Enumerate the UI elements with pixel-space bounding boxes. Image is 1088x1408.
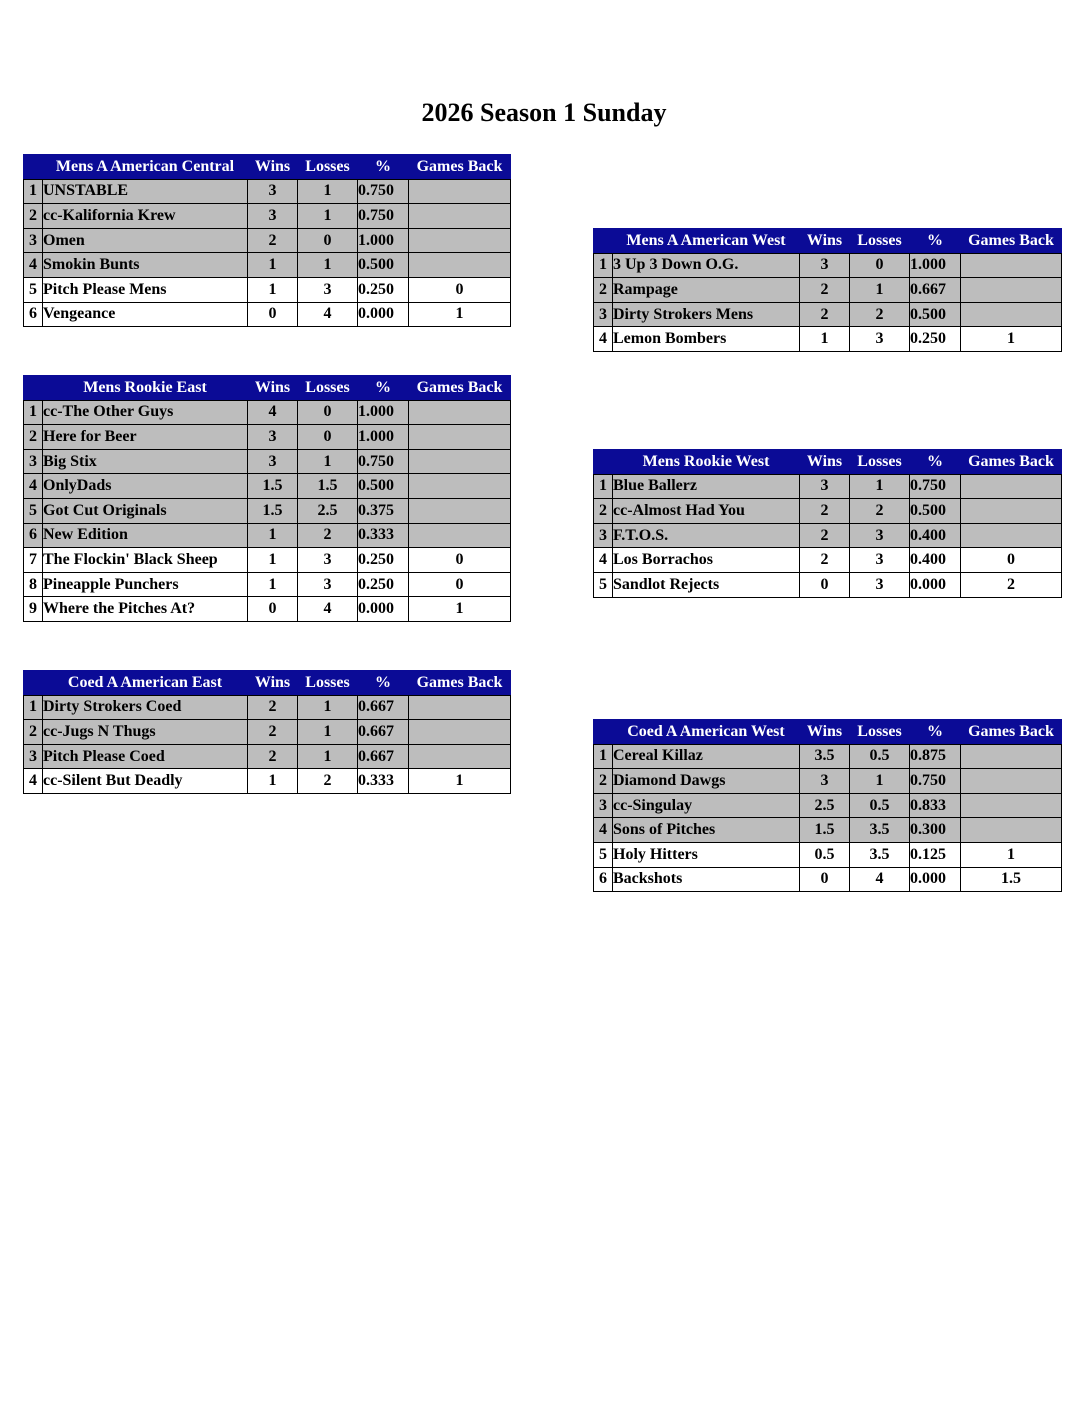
games-back-cell <box>409 498 511 523</box>
rank-cell: 1 <box>594 744 613 769</box>
wins-cell: 2 <box>248 228 298 253</box>
pct-cell: 0.250 <box>358 277 409 302</box>
pct-cell: 0.750 <box>358 449 409 474</box>
games-back-header: Games Back <box>409 376 511 401</box>
wins-cell: 1 <box>248 277 298 302</box>
games-back-cell <box>961 769 1062 794</box>
games-back-cell: 2 <box>961 572 1062 597</box>
pct-cell: 0.750 <box>358 179 409 204</box>
team-name: Holy Hitters <box>613 842 800 867</box>
pct-cell: 0.500 <box>358 474 409 499</box>
rank-cell: 2 <box>594 278 613 303</box>
wins-cell: 2 <box>800 523 850 548</box>
wins-cell: 0.5 <box>800 842 850 867</box>
losses-cell: 0 <box>850 253 910 278</box>
team-name: F.T.O.S. <box>613 523 800 548</box>
team-row <box>24 253 511 278</box>
team-name: Rampage <box>613 278 800 303</box>
wins-cell: 3 <box>800 769 850 794</box>
pct-cell: 0.833 <box>910 793 961 818</box>
wins-cell: 1 <box>248 523 298 548</box>
team-row <box>24 720 511 745</box>
team-name: Sandlot Rejects <box>613 572 800 597</box>
losses-cell: 1.5 <box>298 474 358 499</box>
losses-header: Losses <box>298 671 358 696</box>
wins-cell: 1.5 <box>248 498 298 523</box>
wins-cell: 2 <box>248 695 298 720</box>
team-name: Diamond Dawgs <box>613 769 800 794</box>
games-back-cell <box>409 204 511 229</box>
wins-cell: 0 <box>800 572 850 597</box>
losses-cell: 3.5 <box>850 818 910 843</box>
page-title: 2026 Season 1 Sunday <box>421 98 667 127</box>
wins-cell: 0 <box>800 867 850 892</box>
team-name: Vengeance <box>43 302 248 327</box>
losses-cell: 2 <box>298 523 358 548</box>
losses-cell: 4 <box>850 867 910 892</box>
team-row <box>24 523 511 548</box>
losses-cell: 3 <box>850 548 910 573</box>
games-back-cell: 0 <box>409 277 511 302</box>
team-name: Los Borrachos <box>613 548 800 573</box>
rank-cell: 4 <box>594 327 613 352</box>
losses-cell: 3.5 <box>850 842 910 867</box>
games-back-cell <box>409 449 511 474</box>
header-row <box>594 229 1062 254</box>
wins-cell: 0 <box>248 302 298 327</box>
division-name: Coed A American East <box>43 671 248 696</box>
pct-cell: 0.400 <box>910 548 961 573</box>
rank-cell: 5 <box>24 498 43 523</box>
team-name: The Flockin' Black Sheep <box>43 548 248 573</box>
losses-cell: 1 <box>850 474 910 499</box>
games-back-header: Games Back <box>409 155 511 180</box>
losses-cell: 2.5 <box>298 498 358 523</box>
pct-cell: 1.000 <box>910 253 961 278</box>
games-back-cell: 1 <box>409 597 511 622</box>
team-row <box>594 474 1062 499</box>
team-name: Big Stix <box>43 449 248 474</box>
standings-table-coed-a-american-west <box>593 719 1062 892</box>
pct-cell: 0.125 <box>910 842 961 867</box>
wins-cell: 2 <box>800 548 850 573</box>
losses-cell: 4 <box>298 597 358 622</box>
pct-cell: 0.250 <box>358 548 409 573</box>
division-name: Mens A American West <box>613 229 800 254</box>
games-back-cell: 1 <box>961 327 1062 352</box>
standings-table-coed-a-american-east <box>23 670 511 794</box>
team-name: Blue Ballerz <box>613 474 800 499</box>
team-name: Pineapple Punchers <box>43 572 248 597</box>
team-name: UNSTABLE <box>43 179 248 204</box>
header-row <box>24 376 511 401</box>
games-back-cell <box>961 474 1062 499</box>
losses-header: Losses <box>298 376 358 401</box>
pct-header: % <box>358 376 409 401</box>
losses-cell: 1 <box>850 278 910 303</box>
games-back-cell <box>961 302 1062 327</box>
games-back-cell <box>409 400 511 425</box>
losses-cell: 0 <box>298 425 358 450</box>
games-back-cell: 1.5 <box>961 867 1062 892</box>
losses-cell: 1 <box>298 720 358 745</box>
wins-cell: 1.5 <box>248 474 298 499</box>
team-name: cc-Kalifornia Krew <box>43 204 248 229</box>
wins-cell: 2 <box>248 744 298 769</box>
team-row <box>594 302 1062 327</box>
wins-cell: 1 <box>248 548 298 573</box>
team-name: Where the Pitches At? <box>43 597 248 622</box>
rank-cell: 1 <box>24 400 43 425</box>
pct-cell: 0.333 <box>358 523 409 548</box>
pct-cell: 0.500 <box>910 302 961 327</box>
losses-cell: 1 <box>298 695 358 720</box>
standings-table-mens-rookie-west <box>593 449 1062 598</box>
team-name: cc-Singulay <box>613 793 800 818</box>
pct-cell: 0.667 <box>358 720 409 745</box>
wins-header: Wins <box>800 450 850 475</box>
games-back-cell <box>409 523 511 548</box>
games-back-cell <box>961 818 1062 843</box>
team-row <box>594 523 1062 548</box>
division-name: Coed A American West <box>613 720 800 745</box>
team-row <box>24 179 511 204</box>
games-back-cell <box>961 278 1062 303</box>
team-name: Sons of Pitches <box>613 818 800 843</box>
pct-cell: 0.750 <box>358 204 409 229</box>
team-name: Backshots <box>613 867 800 892</box>
rank-cell: 4 <box>594 818 613 843</box>
wins-cell: 1 <box>248 769 298 794</box>
team-name: Here for Beer <box>43 425 248 450</box>
losses-header: Losses <box>850 720 910 745</box>
team-row <box>24 597 511 622</box>
losses-cell: 1 <box>298 253 358 278</box>
losses-cell: 0 <box>298 400 358 425</box>
pct-cell: 0.500 <box>358 253 409 278</box>
losses-cell: 1 <box>298 179 358 204</box>
rank-cell: 3 <box>594 523 613 548</box>
team-row <box>24 204 511 229</box>
games-back-header: Games Back <box>961 720 1062 745</box>
losses-cell: 0.5 <box>850 744 910 769</box>
wins-cell: 1 <box>248 253 298 278</box>
division-name: Mens Rookie West <box>613 450 800 475</box>
standings-table-mens-a-american-west <box>593 228 1062 352</box>
rank-cell: 2 <box>594 769 613 794</box>
rank-header <box>24 155 43 180</box>
team-name: cc-The Other Guys <box>43 400 248 425</box>
team-name: Cereal Killaz <box>613 744 800 769</box>
team-row <box>594 499 1062 524</box>
pct-cell: 0.400 <box>910 523 961 548</box>
rank-cell: 7 <box>24 548 43 573</box>
team-name: Pitch Please Mens <box>43 277 248 302</box>
wins-cell: 3 <box>248 449 298 474</box>
pct-cell: 1.000 <box>358 425 409 450</box>
games-back-cell <box>409 720 511 745</box>
standings-table-mens-rookie-east <box>23 375 511 622</box>
rank-header <box>24 376 43 401</box>
losses-cell: 3 <box>298 277 358 302</box>
wins-header: Wins <box>800 229 850 254</box>
pct-header: % <box>910 450 961 475</box>
rank-cell: 2 <box>24 425 43 450</box>
pct-cell: 0.750 <box>910 769 961 794</box>
rank-cell: 4 <box>24 253 43 278</box>
rank-cell: 3 <box>24 449 43 474</box>
losses-cell: 3 <box>298 548 358 573</box>
pct-cell: 0.250 <box>358 572 409 597</box>
pct-cell: 1.000 <box>358 400 409 425</box>
rank-cell: 1 <box>594 474 613 499</box>
team-row <box>24 425 511 450</box>
rank-cell: 6 <box>24 523 43 548</box>
header-row <box>594 450 1062 475</box>
team-row <box>594 867 1062 892</box>
pct-cell: 0.667 <box>910 278 961 303</box>
losses-cell: 2 <box>850 302 910 327</box>
team-row <box>594 278 1062 303</box>
rank-cell: 3 <box>24 744 43 769</box>
pct-cell: 0.000 <box>358 597 409 622</box>
wins-cell: 3.5 <box>800 744 850 769</box>
header-row <box>594 720 1062 745</box>
losses-cell: 4 <box>298 302 358 327</box>
games-back-cell <box>961 499 1062 524</box>
games-back-cell <box>409 253 511 278</box>
losses-cell: 3 <box>850 523 910 548</box>
losses-cell: 1 <box>298 449 358 474</box>
wins-cell: 4 <box>248 400 298 425</box>
games-back-cell <box>409 179 511 204</box>
team-row <box>594 818 1062 843</box>
rank-header <box>24 671 43 696</box>
games-back-cell <box>961 253 1062 278</box>
games-back-cell <box>409 744 511 769</box>
rank-cell: 2 <box>24 204 43 229</box>
rank-cell: 1 <box>24 695 43 720</box>
division-name: Mens A American Central <box>43 155 248 180</box>
wins-cell: 0 <box>248 597 298 622</box>
team-row <box>24 400 511 425</box>
team-row <box>24 695 511 720</box>
rank-cell: 1 <box>24 179 43 204</box>
games-back-cell <box>961 744 1062 769</box>
team-row <box>24 449 511 474</box>
team-row <box>594 572 1062 597</box>
wins-cell: 2 <box>800 302 850 327</box>
losses-cell: 3 <box>298 572 358 597</box>
team-row <box>594 327 1062 352</box>
games-back-cell <box>409 695 511 720</box>
pct-header: % <box>358 671 409 696</box>
team-name: 3 Up 3 Down O.G. <box>613 253 800 278</box>
games-back-cell: 1 <box>961 842 1062 867</box>
wins-header: Wins <box>800 720 850 745</box>
pct-cell: 0.300 <box>910 818 961 843</box>
team-row <box>24 498 511 523</box>
pct-cell: 0.500 <box>910 499 961 524</box>
wins-cell: 3 <box>248 425 298 450</box>
team-row <box>24 228 511 253</box>
losses-cell: 1 <box>850 769 910 794</box>
team-row <box>24 474 511 499</box>
losses-header: Losses <box>298 155 358 180</box>
wins-cell: 2.5 <box>800 793 850 818</box>
losses-cell: 3 <box>850 572 910 597</box>
rank-cell: 2 <box>24 720 43 745</box>
wins-cell: 2 <box>800 499 850 524</box>
games-back-cell <box>409 474 511 499</box>
games-back-header: Games Back <box>961 450 1062 475</box>
team-row <box>24 277 511 302</box>
team-name: cc-Jugs N Thugs <box>43 720 248 745</box>
games-back-cell <box>409 228 511 253</box>
team-name: Pitch Please Coed <box>43 744 248 769</box>
team-name: Lemon Bombers <box>613 327 800 352</box>
pct-cell: 0.375 <box>358 498 409 523</box>
rank-header <box>594 450 613 475</box>
losses-cell: 1 <box>298 204 358 229</box>
losses-cell: 1 <box>298 744 358 769</box>
standings-table-mens-a-american-central <box>23 154 511 327</box>
wins-header: Wins <box>248 155 298 180</box>
rank-header <box>594 720 613 745</box>
pct-cell: 0.667 <box>358 695 409 720</box>
team-row <box>24 302 511 327</box>
rank-cell: 5 <box>594 572 613 597</box>
rank-cell: 3 <box>24 228 43 253</box>
team-row <box>594 842 1062 867</box>
team-name: cc-Silent But Deadly <box>43 769 248 794</box>
losses-cell: 2 <box>850 499 910 524</box>
games-back-cell: 0 <box>409 548 511 573</box>
team-name: OnlyDads <box>43 474 248 499</box>
pct-cell: 0.250 <box>910 327 961 352</box>
pct-cell: 0.000 <box>910 867 961 892</box>
games-back-header: Games Back <box>409 671 511 696</box>
wins-cell: 2 <box>800 278 850 303</box>
wins-cell: 1 <box>800 327 850 352</box>
pct-header: % <box>910 229 961 254</box>
team-row <box>594 253 1062 278</box>
rank-header <box>594 229 613 254</box>
pct-cell: 0.750 <box>910 474 961 499</box>
rank-cell: 3 <box>594 793 613 818</box>
losses-cell: 0 <box>298 228 358 253</box>
rank-cell: 8 <box>24 572 43 597</box>
team-name: Dirty Strokers Mens <box>613 302 800 327</box>
wins-cell: 3 <box>248 204 298 229</box>
wins-header: Wins <box>248 376 298 401</box>
header-row <box>24 671 511 696</box>
games-back-cell: 0 <box>409 572 511 597</box>
pct-cell: 0.875 <box>910 744 961 769</box>
rank-cell: 5 <box>24 277 43 302</box>
wins-cell: 3 <box>800 474 850 499</box>
games-back-header: Games Back <box>961 229 1062 254</box>
team-name: Got Cut Originals <box>43 498 248 523</box>
games-back-cell <box>961 793 1062 818</box>
rank-cell: 4 <box>24 474 43 499</box>
wins-header: Wins <box>248 671 298 696</box>
games-back-cell: 1 <box>409 302 511 327</box>
pct-cell: 0.000 <box>910 572 961 597</box>
team-row <box>24 572 511 597</box>
division-name: Mens Rookie East <box>43 376 248 401</box>
wins-cell: 2 <box>248 720 298 745</box>
rank-cell: 3 <box>594 302 613 327</box>
losses-header: Losses <box>850 450 910 475</box>
wins-cell: 1 <box>248 572 298 597</box>
rank-cell: 5 <box>594 842 613 867</box>
team-row <box>24 744 511 769</box>
team-row <box>594 769 1062 794</box>
team-name: Smokin Bunts <box>43 253 248 278</box>
rank-cell: 9 <box>24 597 43 622</box>
games-back-cell: 1 <box>409 769 511 794</box>
wins-cell: 1.5 <box>800 818 850 843</box>
rank-cell: 1 <box>594 253 613 278</box>
team-row <box>594 548 1062 573</box>
rank-cell: 4 <box>24 769 43 794</box>
team-name: Omen <box>43 228 248 253</box>
pct-header: % <box>910 720 961 745</box>
team-row <box>24 548 511 573</box>
team-row <box>24 769 511 794</box>
team-name: cc-Almost Had You <box>613 499 800 524</box>
wins-cell: 3 <box>248 179 298 204</box>
pct-cell: 0.667 <box>358 744 409 769</box>
team-row <box>594 744 1062 769</box>
pct-cell: 0.000 <box>358 302 409 327</box>
team-row <box>594 793 1062 818</box>
rank-cell: 2 <box>594 499 613 524</box>
header-row <box>24 155 511 180</box>
games-back-cell: 0 <box>961 548 1062 573</box>
rank-cell: 4 <box>594 548 613 573</box>
games-back-cell <box>961 523 1062 548</box>
pct-header: % <box>358 155 409 180</box>
pct-cell: 1.000 <box>358 228 409 253</box>
wins-cell: 3 <box>800 253 850 278</box>
losses-cell: 2 <box>298 769 358 794</box>
losses-cell: 0.5 <box>850 793 910 818</box>
pct-cell: 0.333 <box>358 769 409 794</box>
team-name: Dirty Strokers Coed <box>43 695 248 720</box>
rank-cell: 6 <box>594 867 613 892</box>
games-back-cell <box>409 425 511 450</box>
losses-header: Losses <box>850 229 910 254</box>
rank-cell: 6 <box>24 302 43 327</box>
losses-cell: 3 <box>850 327 910 352</box>
team-name: New Edition <box>43 523 248 548</box>
